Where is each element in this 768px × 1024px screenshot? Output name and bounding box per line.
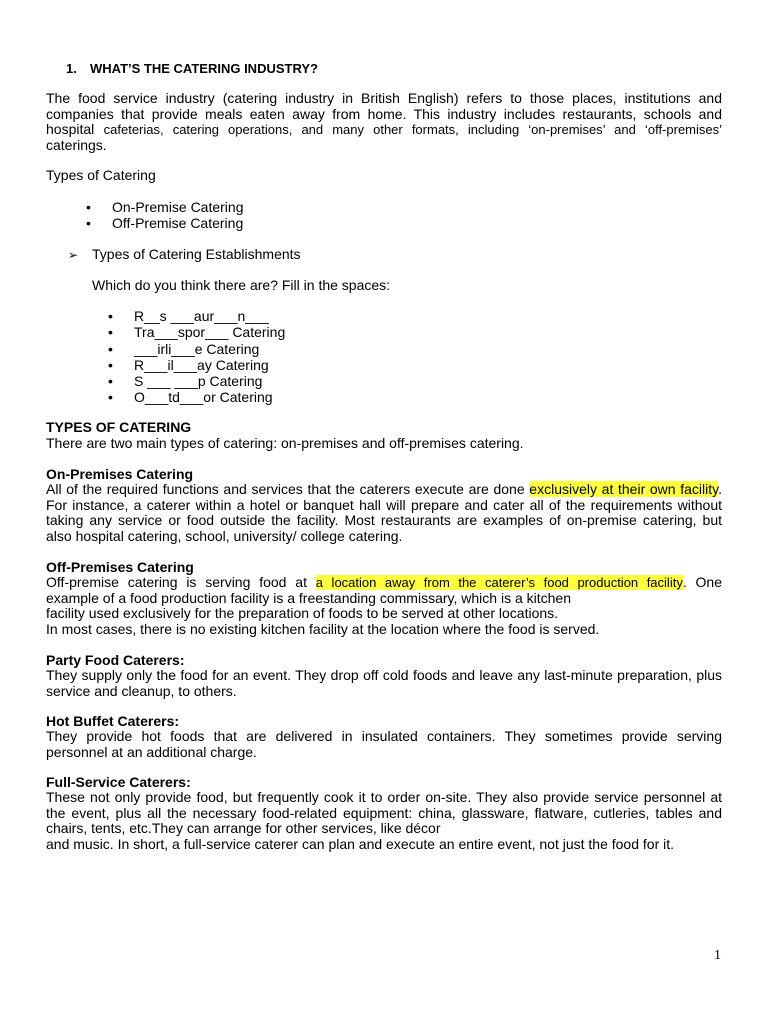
list-item: • R__s ___aur___n___ <box>108 308 269 324</box>
list-item: • O___td___or Catering <box>108 389 273 405</box>
types-label: Types of Catering <box>46 167 156 183</box>
hot-buffet-paragraph: They provide hot foods that are delivered in insulated containers. They sometimes provide serving personnel at an additional charge. <box>46 728 722 760</box>
list-item: • Off-Premise Catering <box>86 215 244 231</box>
arrow-bullet-icon: ➢ <box>68 248 79 262</box>
types-heading: TYPES OF CATERING <box>46 419 192 435</box>
on-premises-paragraph: All of the required functions and services that the caterers execute are done exclusively at their own facility. For instance, a caterer within a hotel or banquet hall will prepare and cater all of the requirements without taking any service or food outside the facility. Most restaurants are examples of on-premise catering, but also hospital catering, school, university/ college catering. <box>46 481 722 544</box>
list-item: • ___irli___e Catering <box>108 341 260 357</box>
establishments-label: ➢ Types of Catering Establishments <box>68 246 301 262</box>
list-item: • Tra___spor___ Catering <box>108 324 286 340</box>
off-premises-title: Off-Premises Catering <box>46 559 194 575</box>
list-item: • On-Premise Catering <box>86 199 244 215</box>
off-premises-paragraph: Off-premise catering is serving food at a location away from the caterer’s food production facility. One example of a food production facility is a freestanding commissary, which is a kitchen facility used exclusively for the preparation of foods to be served at other locations. In most cases, there is no existing kitchen facility at the location where the food is served. <box>46 574 723 637</box>
intro-paragraph: The food service industry (catering industry in British English) refers to those places, institutions and companies that provide meals eaten away from home. This industry includes restaurants, schools and hospital cafeterias, catering operations, and many other formats, including ‘on-premises’ and ‘off-premises’ caterings. <box>46 90 723 153</box>
hot-buffet-title: Hot Buffet Caterers: <box>46 713 180 729</box>
highlight: a location away from the caterer’s food production facility <box>315 575 683 590</box>
full-service-paragraph: These not only provide food, but frequently cook it to order on-site. They also provide service personnel at the event, plus all the necessary food-related equipment: china, glassware, flatware, cutleries, tables and chairs, tents, etc.They can arrange for other services, like décor and music. In short, a full-service caterer can plan and execute an entire event, not just the food for it. <box>46 789 722 852</box>
section-number: 1. <box>66 61 77 76</box>
party-title: Party Food Caterers: <box>46 652 185 668</box>
types-intro: There are two main types of catering: on-premises and off-premises catering. <box>46 435 524 451</box>
page-number: 1 <box>714 948 721 963</box>
section-title: WHAT’S THE CATERING INDUSTRY? <box>90 61 318 76</box>
list-item: • S ___ ___p Catering <box>108 373 263 389</box>
on-premises-title: On-Premises Catering <box>46 466 194 482</box>
section-heading <box>66 61 318 76</box>
fill-prompt: Which do you think there are? Fill in the spaces: <box>92 277 391 293</box>
list-item: • R___il___ay Catering <box>108 357 269 373</box>
full-service-title: Full-Service Caterers: <box>46 774 191 790</box>
highlight: exclusively at their own facility <box>529 481 719 497</box>
party-paragraph: They supply only the food for an event. They drop off cold foods and leave any last-minute preparation, plus service and cleanup, to others. <box>46 667 722 699</box>
